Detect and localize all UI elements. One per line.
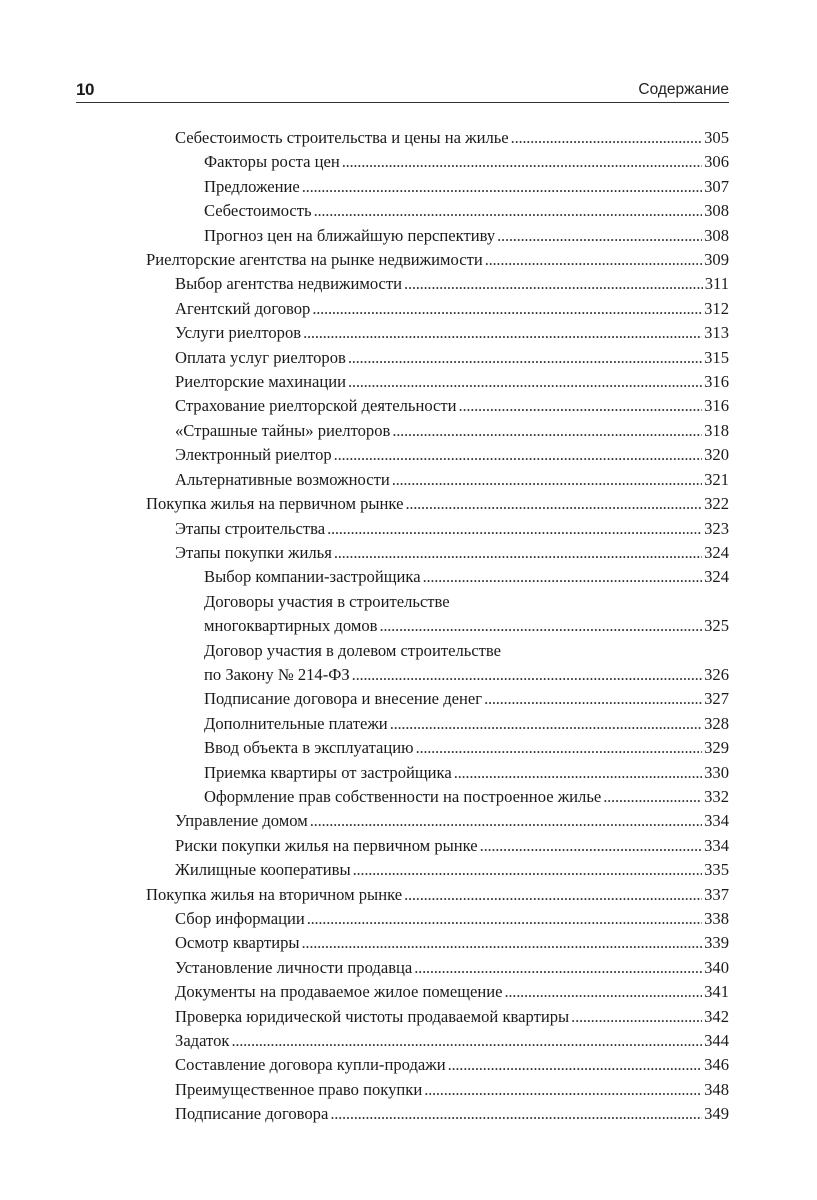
toc-entry[interactable] <box>146 150 729 174</box>
dot-leader <box>352 663 702 687</box>
toc-entry-title: Риелторские махинации <box>175 372 347 392</box>
toc-entry-page: 349 <box>704 1104 729 1124</box>
dot-leader <box>353 858 702 882</box>
toc-entry-title: Преимущественное право покупки <box>175 1079 423 1099</box>
dot-leader <box>312 297 702 321</box>
dot-leader <box>484 687 702 711</box>
toc-entry[interactable] <box>146 761 729 785</box>
toc-entry-page: 316 <box>704 372 729 392</box>
toc-entry-page: 309 <box>704 250 729 270</box>
toc-entry-title: Составление договора купли-продажи <box>175 1055 446 1075</box>
toc-entry-page: 342 <box>704 1006 729 1026</box>
toc-entry-title: многоквартирных домов <box>204 616 378 636</box>
toc-entry-title: Сбор информации <box>175 909 305 928</box>
toc-entry-title: Факторы роста цен <box>204 152 340 172</box>
toc-entry-title: Управление домом <box>175 811 308 831</box>
toc-entry-page: 341 <box>704 982 729 1002</box>
toc-entry-page: 315 <box>704 347 729 367</box>
toc-entry[interactable] <box>146 1102 729 1126</box>
toc-entry-page: 323 <box>704 518 729 538</box>
dot-leader <box>348 346 702 370</box>
toc-entry-page: 322 <box>704 494 729 514</box>
toc-entry-title: Покупка жилья на первичном рынке <box>146 494 404 514</box>
toc-entry-title: Приемка квартиры от застройщика <box>204 762 452 782</box>
toc-entry[interactable] <box>146 199 729 223</box>
dot-leader <box>405 492 702 516</box>
dot-leader <box>330 1102 702 1126</box>
toc-entry-title: Установление личности продавца <box>175 957 413 977</box>
toc-entry-title-line1: Договоры участия в строительстве <box>204 591 450 611</box>
toc-entry-page: 326 <box>704 664 729 684</box>
toc-entry-page: 308 <box>704 225 729 245</box>
toc-entry[interactable] <box>146 468 729 492</box>
toc-entry-page: 339 <box>704 933 729 953</box>
toc-entry-page: 335 <box>704 860 729 880</box>
dot-leader <box>571 1005 702 1029</box>
toc-entry-title: Страхование риелторской деятельности <box>175 396 457 416</box>
dot-leader <box>302 175 702 199</box>
dot-leader <box>497 224 702 248</box>
toc-entry-page: 305 <box>704 128 729 147</box>
dot-leader <box>342 150 702 174</box>
dot-leader <box>327 517 702 541</box>
toc-entry-title: Покупка жилья на вторичном рынке <box>146 884 403 904</box>
toc-entry-title: Оплата услуг риелторов <box>175 347 346 367</box>
toc-entry-page: 332 <box>704 786 729 806</box>
toc-entry-page: 327 <box>704 689 729 709</box>
toc-entry[interactable] <box>146 736 729 760</box>
dot-leader <box>454 761 702 785</box>
toc-entry-title: Риелторские агентства на рынке недвижимости <box>146 250 483 270</box>
toc-entry-title: Себестоимость <box>204 201 312 221</box>
toc-entry[interactable] <box>146 980 729 1004</box>
toc-entry[interactable] <box>146 639 729 688</box>
toc-entry[interactable] <box>146 565 729 589</box>
toc-entry[interactable] <box>146 712 729 736</box>
toc-entry[interactable] <box>146 492 729 516</box>
toc-entry-page: 344 <box>704 1031 729 1051</box>
toc-entry-title: Услуги риелторов <box>175 323 302 343</box>
page-number: 10 <box>76 80 94 99</box>
toc-entry[interactable] <box>146 248 729 272</box>
dot-leader <box>307 907 702 931</box>
toc-entry-page: 348 <box>704 1079 729 1099</box>
running-title: Содержание <box>638 81 729 98</box>
toc-entry-page: 307 <box>704 176 729 196</box>
toc-entry[interactable] <box>146 541 729 565</box>
dot-leader <box>505 980 703 1004</box>
toc-entry[interactable] <box>146 883 729 907</box>
toc-entry[interactable] <box>146 297 729 321</box>
toc-entry-page: 311 <box>704 274 729 294</box>
toc-entry-page: 320 <box>704 445 729 465</box>
toc-entry-title: Риски покупки жилья на первичном рынке <box>175 835 478 855</box>
dot-leader <box>392 468 702 492</box>
toc-entry-page: 346 <box>704 1055 729 1075</box>
toc-entry[interactable] <box>146 419 729 443</box>
toc-entry-title: Себестоимость строительства и цены на жилье <box>175 128 509 147</box>
dot-leader <box>303 321 702 345</box>
toc-entry-page: 328 <box>704 713 729 733</box>
table-of-contents <box>146 126 729 1127</box>
toc-entry-title: Подписание договора <box>175 1104 329 1124</box>
toc-entry-title: Задаток <box>175 1031 230 1051</box>
toc-entry-title: Осмотр квартиры <box>175 933 300 953</box>
toc-entry[interactable] <box>146 858 729 882</box>
toc-entry-page: 325 <box>704 616 729 636</box>
toc-entry-title: Дополнительные платежи <box>204 713 388 733</box>
toc-entry-page: 313 <box>704 323 729 343</box>
toc-entry-title: «Страшные тайны» риелторов <box>175 420 391 440</box>
toc-entry[interactable] <box>146 394 729 418</box>
toc-entry-page: 316 <box>704 396 729 416</box>
dot-leader <box>334 541 702 565</box>
toc-entry[interactable] <box>146 1029 729 1053</box>
toc-entry[interactable] <box>146 956 729 980</box>
toc-entry[interactable] <box>146 785 729 809</box>
toc-entry-title: Подписание договора и внесение денег <box>204 689 483 709</box>
toc-entry[interactable] <box>146 175 729 199</box>
toc-entry-page: 324 <box>704 567 729 587</box>
toc-entry[interactable] <box>146 346 729 370</box>
toc-entry-title: Альтернативные возможности <box>175 469 390 489</box>
toc-entry-page: 306 <box>704 152 729 172</box>
dot-leader <box>511 126 702 150</box>
toc-entry[interactable] <box>146 126 729 150</box>
dot-leader <box>485 248 702 272</box>
toc-entry-title: Проверка юридической чистоты продаваемой квартиры <box>175 1006 570 1026</box>
toc-entry[interactable] <box>146 443 729 467</box>
dot-leader <box>390 712 702 736</box>
toc-entry-title: Агентский договор <box>175 298 311 318</box>
toc-entry-page: 330 <box>704 762 729 782</box>
toc-entry[interactable] <box>146 1078 729 1102</box>
toc-entry-page: 338 <box>704 909 729 928</box>
toc-entry-title: Оформление прав собственности на построенное жилье <box>204 786 602 806</box>
toc-entry-title: Выбор компании-застройщика <box>204 567 421 587</box>
toc-entry-page: 334 <box>704 835 729 855</box>
toc-entry[interactable] <box>146 834 729 858</box>
toc-entry[interactable] <box>146 809 729 833</box>
toc-entry-page: 334 <box>704 811 729 831</box>
toc-entry-title: Электронный риелтор <box>175 445 332 465</box>
dot-leader <box>334 443 702 467</box>
toc-entry[interactable] <box>146 907 729 931</box>
page-header <box>76 76 729 103</box>
dot-leader <box>302 931 703 955</box>
dot-leader <box>416 736 703 760</box>
toc-entry-title: Этапы строительства <box>175 518 326 538</box>
dot-leader <box>424 1078 702 1102</box>
dot-leader <box>310 809 702 833</box>
dot-leader <box>231 1029 702 1053</box>
toc-entry-title: по Закону № 214-ФЗ <box>204 664 350 684</box>
toc-entry-title: Документы на продаваемое жилое помещение <box>175 982 503 1002</box>
dot-leader <box>392 419 702 443</box>
toc-entry[interactable] <box>146 1005 729 1029</box>
toc-entry-title: Этапы покупки жилья <box>175 542 332 562</box>
toc-entry-title: Предложение <box>204 176 300 196</box>
dot-leader <box>448 1053 703 1077</box>
toc-entry-page: 321 <box>704 469 729 489</box>
toc-entry-title-line1: Договор участия в долевом строительстве <box>204 640 502 660</box>
dot-leader <box>404 272 703 296</box>
dot-leader <box>379 614 702 638</box>
toc-entry[interactable] <box>146 1053 729 1077</box>
toc-entry-page: 329 <box>704 738 729 758</box>
toc-entry[interactable] <box>146 321 729 345</box>
toc-entry-title: Прогноз цен на ближайшую перспективу <box>204 225 496 245</box>
toc-entry-title: Выбор агентства недвижимости <box>175 274 403 294</box>
toc-entry-title: Жилищные кооперативы <box>175 860 351 880</box>
toc-entry-page: 337 <box>704 884 729 904</box>
dot-leader <box>314 199 703 223</box>
toc-entry-page: 312 <box>704 298 729 318</box>
toc-entry-page: 324 <box>704 542 729 562</box>
dot-leader <box>423 565 703 589</box>
dot-leader <box>414 956 702 980</box>
dot-leader <box>404 883 702 907</box>
toc-entry-page: 340 <box>704 957 729 977</box>
toc-entry-title: Ввод объекта в эксплуатацию <box>204 738 414 758</box>
toc-entry[interactable] <box>146 272 729 296</box>
dot-leader <box>603 785 702 809</box>
dot-leader <box>348 370 702 394</box>
dot-leader <box>459 394 703 418</box>
toc-entry[interactable] <box>146 590 729 639</box>
toc-entry-page: 308 <box>704 201 729 221</box>
toc-entry[interactable] <box>146 370 729 394</box>
toc-entry-page: 318 <box>704 420 729 440</box>
dot-leader <box>480 834 702 858</box>
toc-entry[interactable] <box>146 931 729 955</box>
toc-entry[interactable] <box>146 687 729 711</box>
toc-entry[interactable] <box>146 224 729 248</box>
toc-entry[interactable] <box>146 517 729 541</box>
